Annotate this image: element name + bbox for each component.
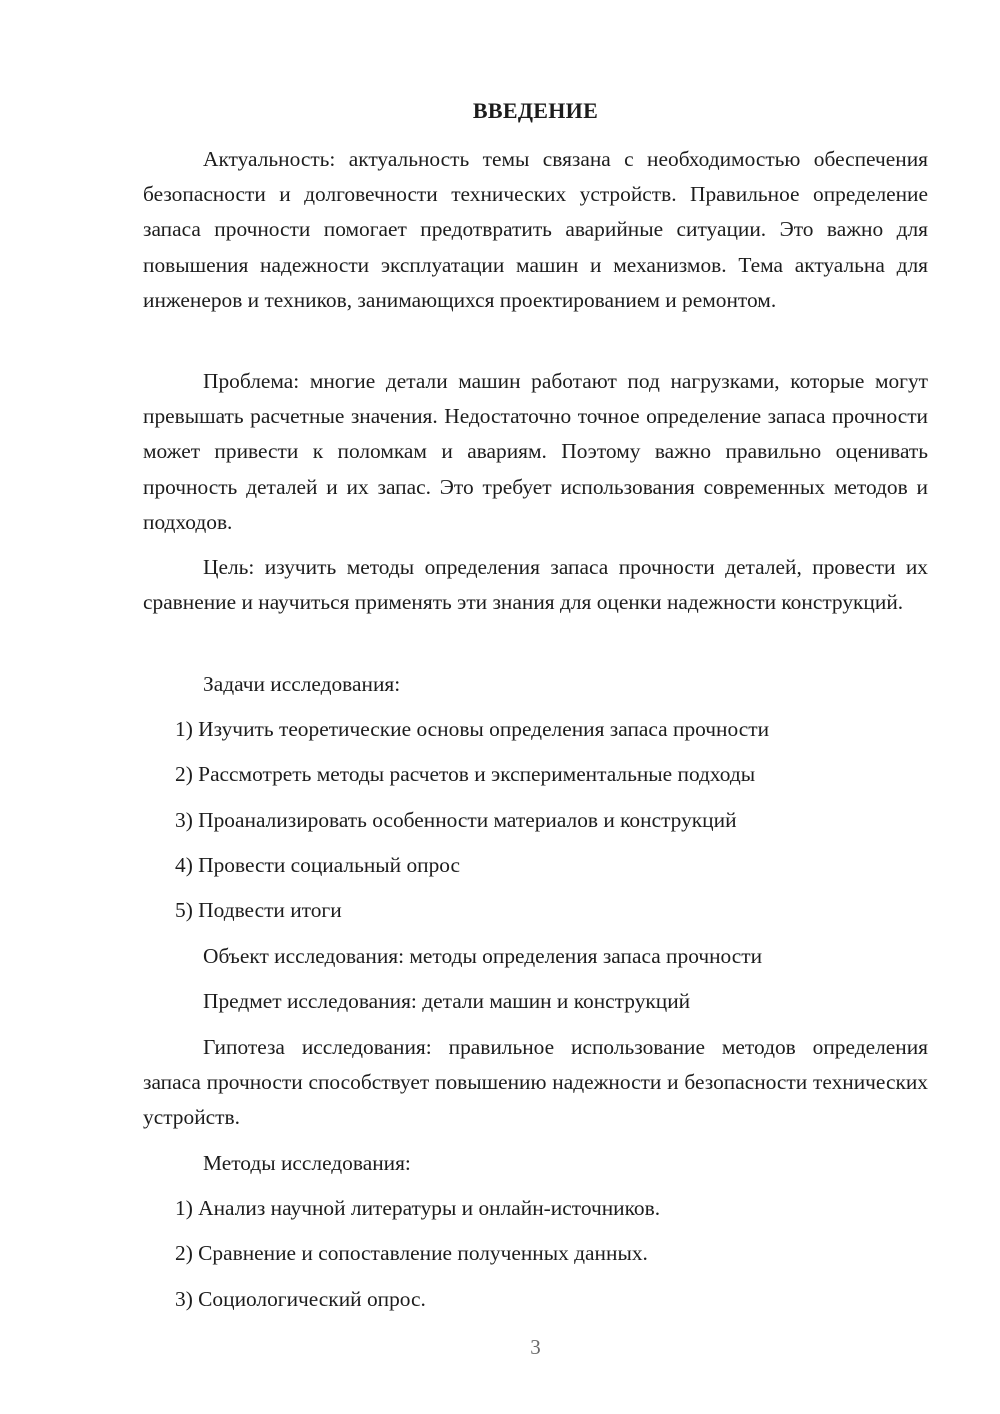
method-item-3: 3) Социологический опрос. bbox=[175, 1287, 426, 1311]
relevance-paragraph: Актуальность: актуальность темы связана с необходимостью обеспечения безопасности и долговечности технических устройств. Правильное определение запаса прочности помогает предотвратить аварийные ситуации. Это важно для повышения надежности эксплуатации машин и механизмов. Тема актуальна для инженеров и техников, занимающихся проектированием и ремонтом. bbox=[143, 147, 928, 312]
problem-paragraph: Проблема: многие детали машин работают под нагрузками, которые могут превышать расчетные значения. Недостаточно точное определение запаса прочности может привести к поломкам и авариям. Поэтому важно правильно оценивать прочность деталей и их запас. Это требует использования современных методов и подходов. bbox=[143, 369, 928, 534]
task-item-3: 3) Проанализировать особенности материалов и конструкций bbox=[175, 808, 737, 832]
hypothesis-paragraph: Гипотеза исследования: правильное использование методов определения запаса прочности способствует повышению надежности и безопасности технических устройств. bbox=[143, 1035, 928, 1130]
task-item-1: 1) Изучить теоретические основы определения запаса прочности bbox=[175, 717, 770, 741]
methods-heading: Методы исследования: bbox=[203, 1151, 411, 1175]
page-title: ВВЕДЕНИЕ bbox=[472, 98, 599, 123]
task-item-5: 5) Подвести итоги bbox=[175, 898, 342, 922]
research-subject: Предмет исследования: детали машин и конструкций bbox=[203, 989, 691, 1013]
goal-paragraph: Цель: изучить методы определения запаса прочности деталей, провести их сравнение и научиться применять эти знания для оценки надежности конструкций. bbox=[143, 555, 928, 615]
page-number: 3 bbox=[530, 1335, 541, 1359]
task-item-4: 4) Провести социальный опрос bbox=[175, 853, 461, 877]
method-item-2: 2) Сравнение и сопоставление полученных данных. bbox=[175, 1241, 648, 1265]
tasks-heading: Задачи исследования: bbox=[203, 672, 401, 696]
task-item-2: 2) Рассмотреть методы расчетов и экспериментальные подходы bbox=[175, 762, 756, 786]
research-object: Объект исследования: методы определения запаса прочности bbox=[203, 944, 763, 968]
method-item-1: 1) Анализ научной литературы и онлайн-источников. bbox=[175, 1196, 661, 1220]
document-page bbox=[143, 0, 928, 1414]
